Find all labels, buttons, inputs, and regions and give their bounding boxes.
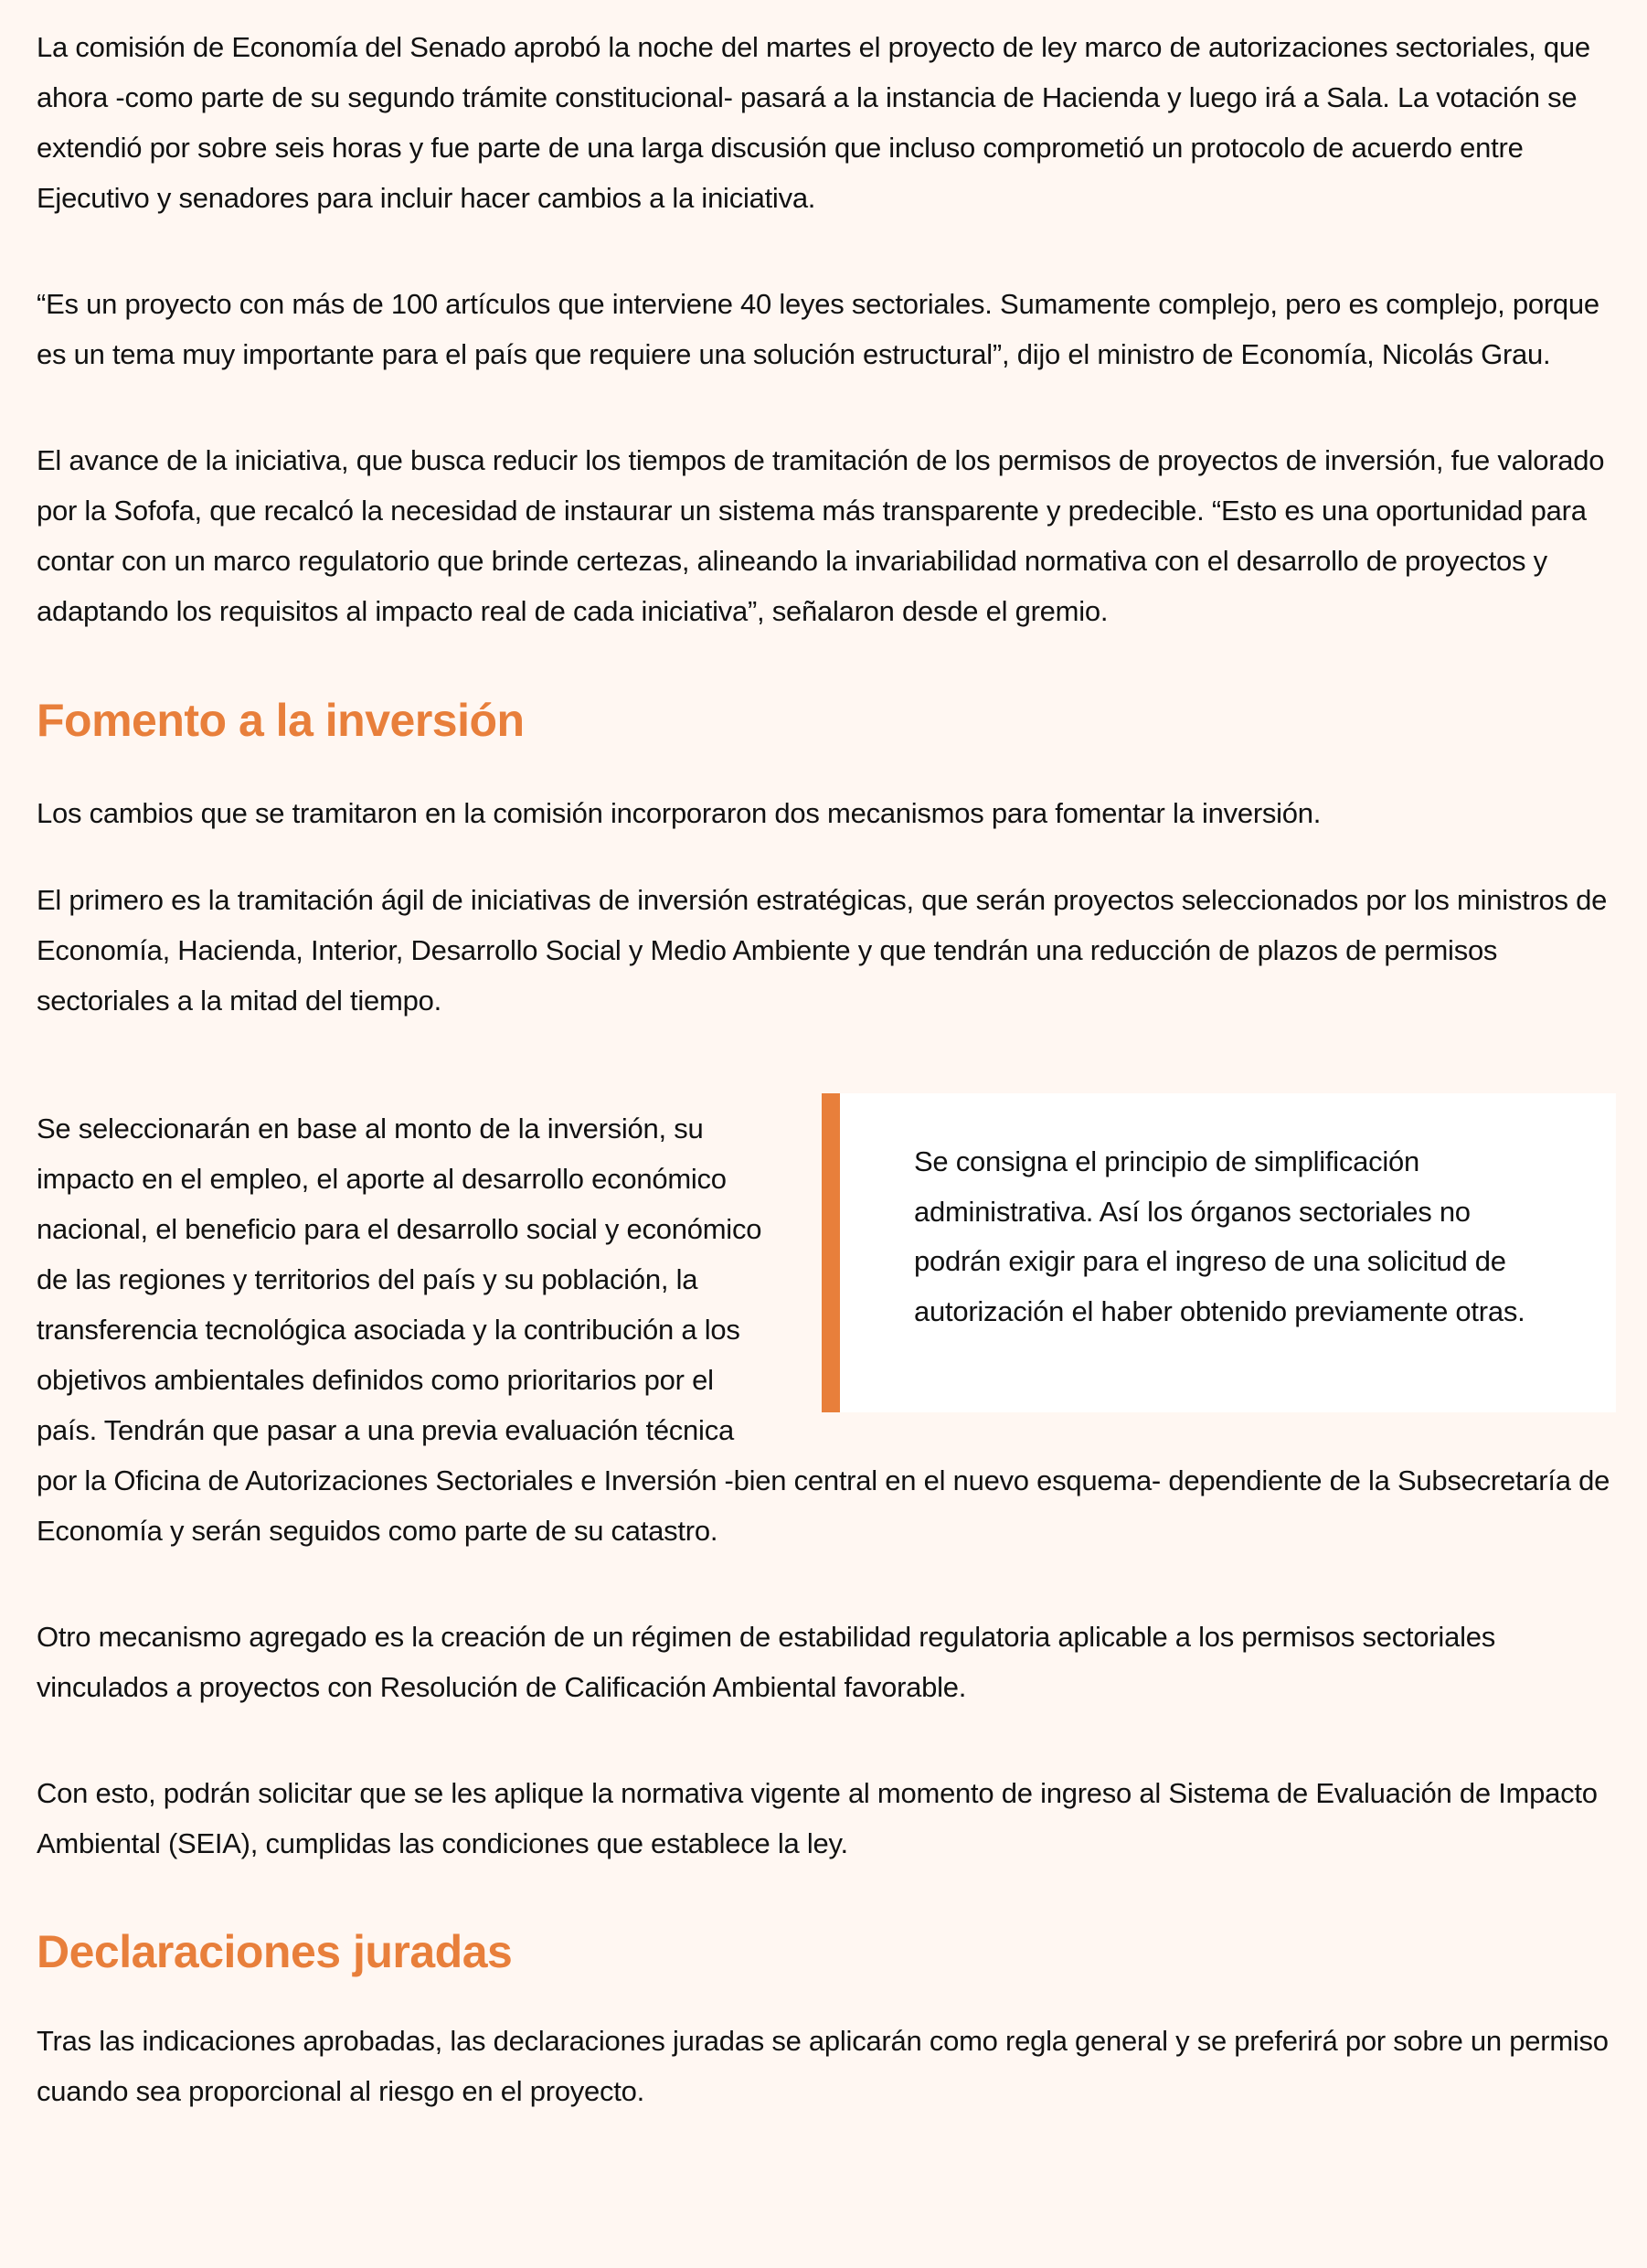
quote-paragraph: “Es un proyecto con más de 100 artículos que interviene 40 leyes sectoriales. Sumamente complejo, pero es complejo, porque es un tema muy importante para el país que requiere una solución estructural”, dijo el ministro de Economía, Nicolás Grau. [37, 288, 1599, 370]
paragraph: Tras las indicaciones aprobadas, las declaraciones juradas se aplicarán como regla general y se preferirá por sobre un permiso cuando sea proporcional al riesgo en el proyecto. [37, 2025, 1609, 2107]
section-heading-fomento: Fomento a la inversión [37, 695, 525, 746]
article-body [37, 22, 1616, 2116]
section-heading-declaraciones: Declaraciones juradas [37, 1926, 513, 1977]
paragraph: El avance de la iniciativa, que busca reducir los tiempos de tramitación de los permisos de proyectos de inversión, fue valorado por la Sofofa, que recalcó la necesidad de instaurar un sistema más transparente y predecible. “Esto es una oportunidad para contar con un marco regulatorio que brinde certezas, alineando la invariabilidad normativa con el desarrollo de proyectos y adaptando los requisitos al impacto real de cada iniciativa”, señalaron desde el gremio. [37, 444, 1605, 627]
paragraph: Los cambios que se tramitaron en la comisión incorporaron dos mecanismos para fomentar la inversión. [37, 797, 1322, 829]
pullquote-accent-bar [822, 1093, 840, 1412]
pullquote [822, 1093, 1616, 1412]
paragraph: Se seleccionarán en base al monto de la inversión, su impacto en el empleo, el aporte al desarrollo económico nacional, el beneficio para el desarrollo social y económico de las regiones y territorios del país y su población, la transferencia tecnológica asociada y la contribución a los objetivos ambientales definidos como prioritarios por el país. Tendrán que pasar a una previa evaluación técnica por la Oficina de Autorizaciones Sectoriales e Inversión -bien central en el nuevo esquema- dependiente de la Subsecretaría de Economía y serán seguidos como parte de su catastro. [37, 1113, 1610, 1547]
paragraph: Con esto, podrán solicitar que se les aplique la normativa vigente al momento de ingreso al Sistema de Evaluación de Impacto Ambiental (SEIA), cumplidas las condiciones que establece la ley. [37, 1777, 1598, 1859]
paragraph: Otro mecanismo agregado es la creación de un régimen de estabilidad regulatoria aplicable a los permisos sectoriales vinculados a proyectos con Resolución de Calificación Ambiental favorable. [37, 1621, 1495, 1703]
pullquote-text: Se consigna el principio de simplificación administrativa. Así los órganos sectoriales no podrán exigir para el ingreso de una solicitud de autorización el haber obtenido previamente otras. [914, 1145, 1525, 1327]
paragraph: El primero es la tramitación ágil de iniciativas de inversión estratégicas, que serán proyectos seleccionados por los ministros de Economía, Hacienda, Interior, Desarrollo Social y Medio Ambiente y que tendrán una reducción de plazos de permisos sectoriales a la mitad del tiempo. [37, 884, 1608, 1017]
paragraph: La comisión de Economía del Senado aprobó la noche del martes el proyecto de ley marco de autorizaciones sectoriales, que ahora -como parte de su segundo trámite constitucional- pasará a la instancia de Hacienda y luego irá a Sala. La votación se extendió por sobre seis horas y fue parte de una larga discusión que incluso comprometió un protocolo de acuerdo entre Ejecutivo y senadores para incluir hacer cambios a la iniciativa. [37, 31, 1590, 214]
